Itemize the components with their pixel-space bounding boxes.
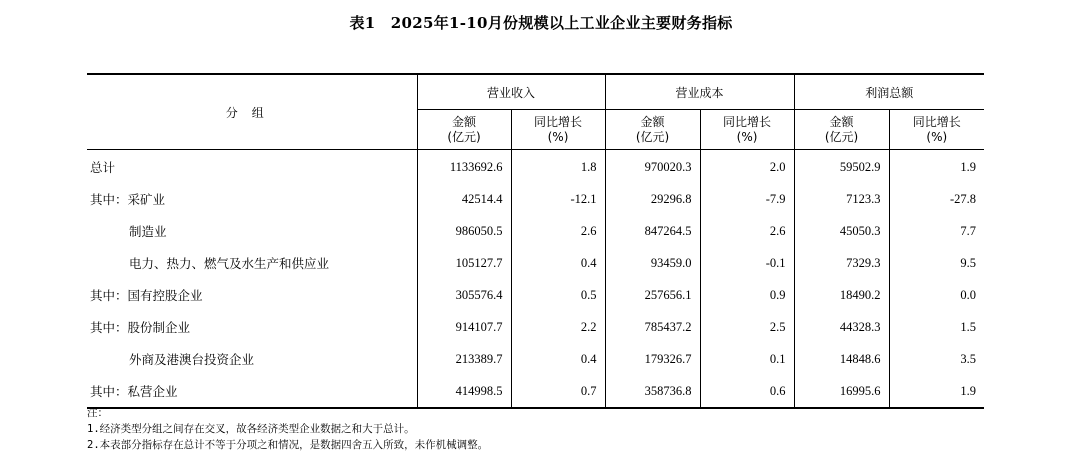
cell-value: 1133692.6	[417, 150, 511, 184]
profit-header: 利润总额	[794, 74, 984, 110]
row-label: 制造业	[129, 224, 167, 239]
cell-value: 986050.5	[417, 215, 511, 247]
cell-value: 0.6	[700, 375, 794, 408]
cell-value: 179326.7	[605, 343, 700, 375]
cell-value: 1.9	[889, 150, 984, 184]
financial-indicators-table	[87, 73, 984, 409]
cell-value: 0.4	[511, 247, 605, 279]
table-row	[87, 215, 984, 247]
cell-value: 93459.0	[605, 247, 700, 279]
cell-value: 105127.7	[417, 247, 511, 279]
cell-value: 0.7	[511, 375, 605, 408]
table-row	[87, 311, 984, 343]
table-notes	[87, 405, 488, 453]
note-item: 2.本表部分指标存在总计不等于分项之和情况，是数据四舍五入所致，未作机械调整。	[87, 439, 489, 451]
row-label: 其中：私营企业	[87, 375, 417, 408]
revenue-header: 营业收入	[417, 74, 605, 110]
table-row	[87, 247, 984, 279]
cell-value: -12.1	[511, 183, 605, 215]
cell-value: 0.5	[511, 279, 605, 311]
cell-value: -0.1	[700, 247, 794, 279]
note-item: 1.经济类型分组之间存在交叉，故各经济类型企业数据之和大于总计。	[87, 423, 415, 435]
table-row	[87, 375, 984, 408]
cell-value: 1.9	[889, 375, 984, 408]
revenue-amount-header: 金额 (亿元)	[417, 110, 511, 150]
cell-value: 1.8	[511, 150, 605, 184]
profit-growth-header: 同比增长 (%)	[889, 110, 984, 150]
row-label: 其中：国有控股企业	[90, 288, 203, 303]
cell-value: 257656.1	[605, 279, 700, 311]
cell-value: 7.7	[889, 215, 984, 247]
cell-value: 2.0	[700, 150, 794, 184]
cell-value: 16995.6	[794, 375, 889, 408]
cell-value: 213389.7	[417, 343, 511, 375]
table-row	[87, 343, 984, 375]
cell-value: 1.5	[889, 311, 984, 343]
cell-value: 18490.2	[794, 279, 889, 311]
cell-value: 44328.3	[794, 311, 889, 343]
cell-value: 29296.8	[605, 183, 700, 215]
row-label: 电力、热力、燃气及水生产和供应业	[129, 256, 330, 271]
cell-value: 2.6	[511, 215, 605, 247]
cell-value: 2.6	[700, 215, 794, 247]
table-row	[87, 183, 984, 215]
cost-amount-header: 金额 (亿元)	[605, 110, 700, 150]
row-label: 其中：股份制企业	[90, 320, 191, 335]
cell-value: 970020.3	[605, 150, 700, 184]
table-title: 表1 2025年1-10月份规模以上工业企业主要财务指标	[349, 14, 733, 32]
notes-heading: 注：	[87, 407, 108, 419]
group-column-header: 分组	[87, 74, 417, 150]
cell-value: 3.5	[889, 343, 984, 375]
cell-value: -7.9	[700, 183, 794, 215]
cell-value: 42514.4	[417, 183, 511, 215]
row-label: 其中：采矿业	[90, 192, 166, 207]
cell-value: 9.5	[889, 247, 984, 279]
cell-value: 785437.2	[605, 311, 700, 343]
cell-value: 0.1	[700, 343, 794, 375]
cell-value: 847264.5	[605, 215, 700, 247]
table-row	[87, 279, 984, 311]
table-row	[87, 150, 984, 184]
cell-value: 0.4	[511, 343, 605, 375]
cell-value: 14848.6	[794, 343, 889, 375]
cell-value: 45050.3	[794, 215, 889, 247]
cell-value: 305576.4	[417, 279, 511, 311]
cell-value: 414998.5	[417, 375, 511, 408]
row-label: 总计	[90, 160, 116, 175]
cell-value: 0.0	[889, 279, 984, 311]
revenue-growth-header: 同比增长 (%)	[511, 110, 605, 150]
row-label: 外商及港澳台投资企业	[129, 352, 255, 367]
cell-value: 2.5	[700, 311, 794, 343]
cell-value: 358736.8	[605, 375, 700, 408]
profit-amount-header: 金额 (亿元)	[794, 110, 889, 150]
cell-value: 0.9	[700, 279, 794, 311]
cell-value: 914107.7	[417, 311, 511, 343]
cell-value: 7329.3	[794, 247, 889, 279]
cell-value: 59502.9	[794, 150, 889, 184]
cell-value: 7123.3	[794, 183, 889, 215]
cell-value: -27.8	[889, 183, 984, 215]
cell-value: 2.2	[511, 311, 605, 343]
cost-growth-header: 同比增长 (%)	[700, 110, 794, 150]
cost-header: 营业成本	[605, 74, 794, 110]
